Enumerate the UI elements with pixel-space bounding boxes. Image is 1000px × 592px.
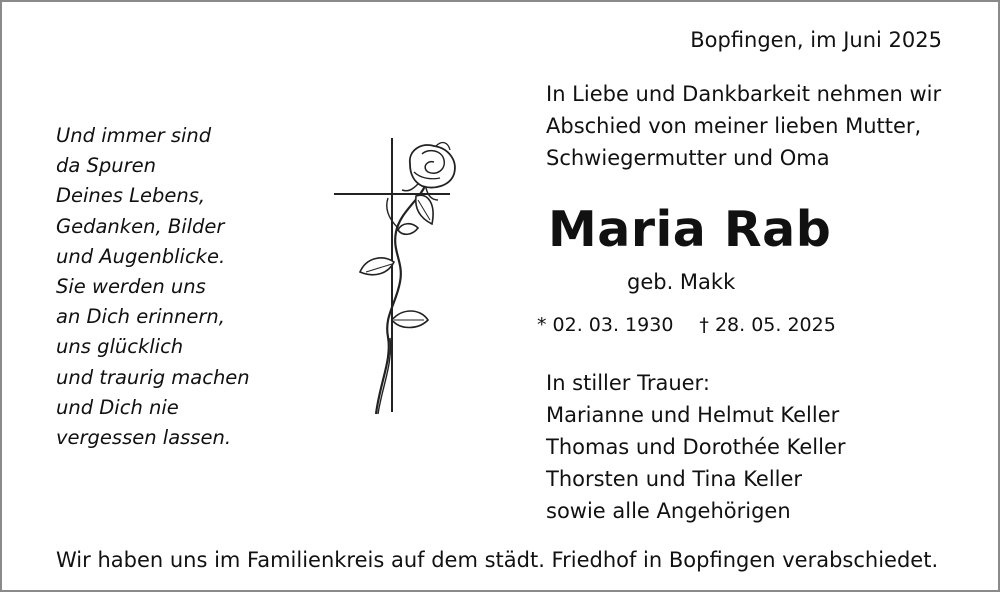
place-date: Bopfingen, im Juni 2025 <box>690 28 942 52</box>
maiden-name: geb. Makk <box>627 270 736 294</box>
poem-line: Deines Lebens, <box>56 184 206 208</box>
intro-line: Schwiegermutter und Oma <box>546 146 830 170</box>
poem-line: und Dich nie <box>56 395 179 419</box>
poem-line: und traurig machen <box>56 365 250 389</box>
life-dates <box>537 312 836 338</box>
poem-line: Gedanken, Bilder <box>56 214 225 238</box>
mourners-line: Thomas und Dorothée Keller <box>546 435 846 459</box>
footer-note: Wir haben uns im Familienkreis auf dem städt. Friedhof in Bopfingen verabschiedet. <box>56 548 939 572</box>
death-date: † 28. 05. 2025 <box>699 314 836 336</box>
intro-line: Abschied von meiner lieben Mutter, <box>546 114 922 138</box>
poem-line: vergessen lassen. <box>56 426 232 450</box>
mourners-line: In stiller Trauer: <box>546 371 710 395</box>
poem-line: an Dich erinnern, <box>56 305 225 329</box>
birth-date: * 02. 03. 1930 <box>537 314 674 336</box>
poem <box>56 121 250 453</box>
poem-line: da Spuren <box>56 154 157 178</box>
mourners-line: Thorsten und Tina Keller <box>546 467 803 491</box>
deceased-name: Maria Rab <box>548 201 832 258</box>
poem-line: Und immer sind <box>56 124 212 147</box>
intro-line: In Liebe und Dankbarkeit nehmen wir <box>546 82 942 106</box>
intro-text <box>546 78 941 174</box>
mourners-list <box>546 367 846 527</box>
mourners-line: sowie alle Angehörigen <box>546 499 791 523</box>
cross-with-rose-icon <box>330 132 470 417</box>
poem-line: und Augenblicke. <box>56 244 226 268</box>
mourners-line: Marianne und Helmut Keller <box>546 403 840 427</box>
poem-line: Sie werden uns <box>56 275 206 299</box>
poem-line: uns glücklich <box>56 335 184 359</box>
